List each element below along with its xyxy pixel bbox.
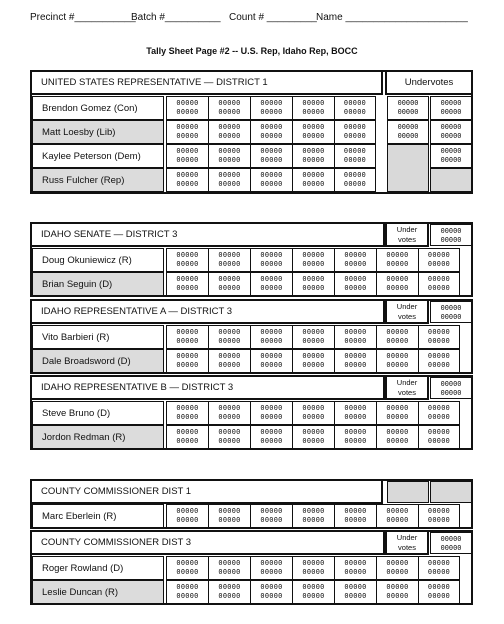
undervote-box[interactable]: 00000 00000 (430, 224, 472, 246)
tally-box[interactable]: 00000 00000 (208, 144, 250, 168)
tally-box[interactable]: 00000 00000 (250, 556, 292, 580)
tally-box[interactable]: 00000 00000 (334, 248, 376, 272)
tally-box[interactable]: 00000 00000 (166, 272, 208, 296)
tally-row (166, 349, 460, 373)
tally-box[interactable]: 00000 00000 (418, 425, 460, 449)
batch-field: Batch #__________ (131, 12, 221, 23)
candidate-row-label: Matt Loesby (Lib) (32, 120, 164, 144)
tally-box[interactable]: 00000 00000 (292, 144, 334, 168)
candidate-row-label: Doug Okuniewicz (R) (32, 248, 164, 272)
tally-row (166, 272, 460, 296)
tally-row (166, 168, 376, 192)
tally-box[interactable]: 00000 00000 (334, 425, 376, 449)
contest-title-us-rep: UNITED STATES REPRESENTATIVE — DISTRICT 1 (30, 70, 383, 95)
undervote-box[interactable]: 00000 00000 (430, 301, 472, 323)
tally-box[interactable]: 00000 00000 (166, 580, 208, 604)
tally-box[interactable]: 00000 00000 (208, 96, 250, 120)
candidate-row-label: Jordon Redman (R) (32, 425, 164, 449)
shaded-cell (430, 168, 472, 192)
tally-box[interactable]: 00000 00000 (250, 349, 292, 373)
tally-box[interactable]: 00000 00000 (376, 425, 418, 449)
tally-box[interactable]: 00000 00000 (376, 580, 418, 604)
shaded-cell (430, 481, 472, 503)
tally-box[interactable]: 00000 00000 (250, 272, 292, 296)
tally-box[interactable]: 00000 00000 (250, 248, 292, 272)
tally-box[interactable]: 00000 00000 (376, 504, 418, 528)
tally-row (166, 248, 460, 272)
tally-box[interactable]: 00000 00000 (166, 120, 208, 144)
tally-box[interactable]: 00000 00000 (418, 401, 460, 425)
tally-box[interactable]: 00000 00000 (292, 425, 334, 449)
tally-box[interactable]: 00000 00000 (334, 120, 376, 144)
tally-box[interactable]: 00000 00000 (208, 120, 250, 144)
tally-box[interactable]: 00000 00000 (166, 96, 208, 120)
undervotes-label: Under votes (385, 375, 429, 400)
tally-box[interactable]: 00000 00000 (292, 120, 334, 144)
tally-box[interactable]: 00000 00000 (250, 168, 292, 192)
tally-box[interactable]: 00000 00000 (418, 504, 460, 528)
tally-box[interactable]: 00000 00000 (334, 556, 376, 580)
tally-box[interactable]: 00000 00000 (334, 580, 376, 604)
candidate-row-label: Kaylee Peterson (Dem) (32, 144, 164, 168)
candidate-row-label: Vito Barbieri (R) (32, 325, 164, 349)
tally-box[interactable]: 00000 00000 (334, 349, 376, 373)
tally-row (166, 425, 460, 449)
candidate-row-label: Brendon Gomez (Con) (32, 96, 164, 120)
tally-box[interactable]: 00000 00000 (250, 144, 292, 168)
tally-box[interactable]: 00000 00000 (166, 325, 208, 349)
tally-box[interactable]: 00000 00000 (418, 325, 460, 349)
tally-box[interactable]: 00000 00000 (208, 168, 250, 192)
tally-box[interactable]: 00000 00000 (166, 401, 208, 425)
tally-box[interactable]: 00000 00000 (208, 556, 250, 580)
candidate-row-label: Marc Eberlein (R) (32, 504, 164, 528)
tally-box[interactable]: 00000 00000 (376, 325, 418, 349)
tally-box[interactable]: 00000 00000 (166, 349, 208, 373)
tally-row (166, 325, 460, 349)
contest-title-commissioner-3: COUNTY COMMISSIONER DIST 3 (30, 530, 385, 555)
tally-box[interactable]: 00000 00000 (376, 401, 418, 425)
tally-box[interactable]: 00000 00000 (334, 168, 376, 192)
undervote-box[interactable]: 00000 00000 (430, 96, 472, 120)
page-title: Tally Sheet Page #2 -- U.S. Rep, Idaho Rep, BOCC (146, 46, 358, 56)
tally-row (166, 401, 460, 425)
tally-box[interactable]: 00000 00000 (292, 504, 334, 528)
tally-box[interactable]: 00000 00000 (334, 401, 376, 425)
tally-box[interactable]: 00000 00000 (334, 504, 376, 528)
tally-box[interactable]: 00000 00000 (334, 325, 376, 349)
undervote-box[interactable]: 00000 00000 (430, 532, 472, 554)
tally-box[interactable]: 00000 00000 (418, 349, 460, 373)
candidate-row-label: Roger Rowland (D) (32, 556, 164, 580)
tally-box[interactable]: 00000 00000 (376, 272, 418, 296)
undervotes-label: Under votes (385, 299, 429, 324)
candidate-row-label: Leslie Duncan (R) (32, 580, 164, 604)
tally-box[interactable]: 00000 00000 (418, 580, 460, 604)
tally-box[interactable]: 00000 00000 (376, 556, 418, 580)
candidate-row-label: Steve Bruno (D) (32, 401, 164, 425)
tally-row (166, 580, 460, 604)
tally-box[interactable]: 00000 00000 (208, 504, 250, 528)
tally-box[interactable]: 00000 00000 (250, 325, 292, 349)
contest-title-idaho-rep-b: IDAHO REPRESENTATIVE B — DISTRICT 3 (30, 375, 385, 400)
tally-box[interactable]: 00000 00000 (166, 425, 208, 449)
tally-box[interactable]: 00000 00000 (292, 401, 334, 425)
undervote-box[interactable]: 00000 00000 (387, 120, 429, 144)
tally-box[interactable]: 00000 00000 (292, 325, 334, 349)
tally-box[interactable]: 00000 00000 (166, 556, 208, 580)
undervote-box[interactable]: 00000 00000 (387, 96, 429, 120)
precinct-field: Precinct #___________ (30, 12, 136, 23)
tally-box[interactable]: 00000 00000 (208, 272, 250, 296)
tally-box[interactable]: 00000 00000 (208, 349, 250, 373)
tally-box[interactable]: 00000 00000 (376, 248, 418, 272)
tally-box[interactable]: 00000 00000 (292, 349, 334, 373)
contest-title-idaho-rep-a: IDAHO REPRESENTATIVE A — DISTRICT 3 (30, 299, 385, 324)
name-field: Name ______________________ (316, 12, 468, 23)
undervote-box[interactable]: 00000 00000 (430, 120, 472, 144)
tally-box[interactable]: 00000 00000 (166, 144, 208, 168)
tally-row (166, 144, 376, 168)
tally-box[interactable]: 00000 00000 (250, 580, 292, 604)
tally-box[interactable]: 00000 00000 (334, 144, 376, 168)
tally-box[interactable]: 00000 00000 (418, 556, 460, 580)
tally-box[interactable]: 00000 00000 (334, 96, 376, 120)
tally-box[interactable]: 00000 00000 (208, 425, 250, 449)
candidate-row-label: Russ Fulcher (Rep) (32, 168, 164, 192)
tally-box[interactable]: 00000 00000 (418, 248, 460, 272)
tally-box[interactable]: 00000 00000 (292, 272, 334, 296)
tally-box[interactable]: 00000 00000 (418, 272, 460, 296)
tally-box[interactable]: 00000 00000 (292, 168, 334, 192)
candidate-row-label: Dale Broadsword (D) (32, 349, 164, 373)
tally-box[interactable]: 00000 00000 (250, 120, 292, 144)
tally-box[interactable]: 00000 00000 (334, 272, 376, 296)
tally-box[interactable]: 00000 00000 (208, 580, 250, 604)
tally-box[interactable]: 00000 00000 (208, 401, 250, 425)
tally-box[interactable]: 00000 00000 (166, 248, 208, 272)
undervotes-header: Undervotes (385, 70, 473, 95)
undervote-box[interactable]: 00000 00000 (430, 144, 472, 168)
tally-box[interactable]: 00000 00000 (250, 425, 292, 449)
tally-box[interactable]: 00000 00000 (292, 556, 334, 580)
tally-box[interactable]: 00000 00000 (208, 248, 250, 272)
tally-box[interactable]: 00000 00000 (250, 401, 292, 425)
contest-title-commissioner-1: COUNTY COMMISSIONER DIST 1 (30, 479, 383, 504)
tally-row (166, 96, 376, 120)
candidate-row-label: Brian Seguin (D) (32, 272, 164, 296)
shaded-cell (387, 481, 429, 503)
tally-row (166, 504, 460, 528)
tally-box[interactable]: 00000 00000 (250, 504, 292, 528)
tally-box[interactable]: 00000 00000 (208, 325, 250, 349)
undervotes-label: Under votes (385, 222, 429, 247)
tally-box[interactable]: 00000 00000 (292, 96, 334, 120)
tally-row (166, 120, 376, 144)
tally-box[interactable]: 00000 00000 (250, 96, 292, 120)
tally-box[interactable]: 00000 00000 (166, 504, 208, 528)
undervote-box[interactable]: 00000 00000 (430, 377, 472, 399)
count-field: Count # _________ (229, 12, 317, 23)
undervotes-label: Under votes (385, 530, 429, 555)
contest-title-idaho-senate: IDAHO SENATE — DISTRICT 3 (30, 222, 385, 247)
tally-box[interactable]: 00000 00000 (166, 168, 208, 192)
shaded-cell (387, 144, 429, 192)
tally-box[interactable]: 00000 00000 (376, 349, 418, 373)
tally-box[interactable]: 00000 00000 (292, 248, 334, 272)
tally-box[interactable]: 00000 00000 (292, 580, 334, 604)
tally-row (166, 556, 460, 580)
